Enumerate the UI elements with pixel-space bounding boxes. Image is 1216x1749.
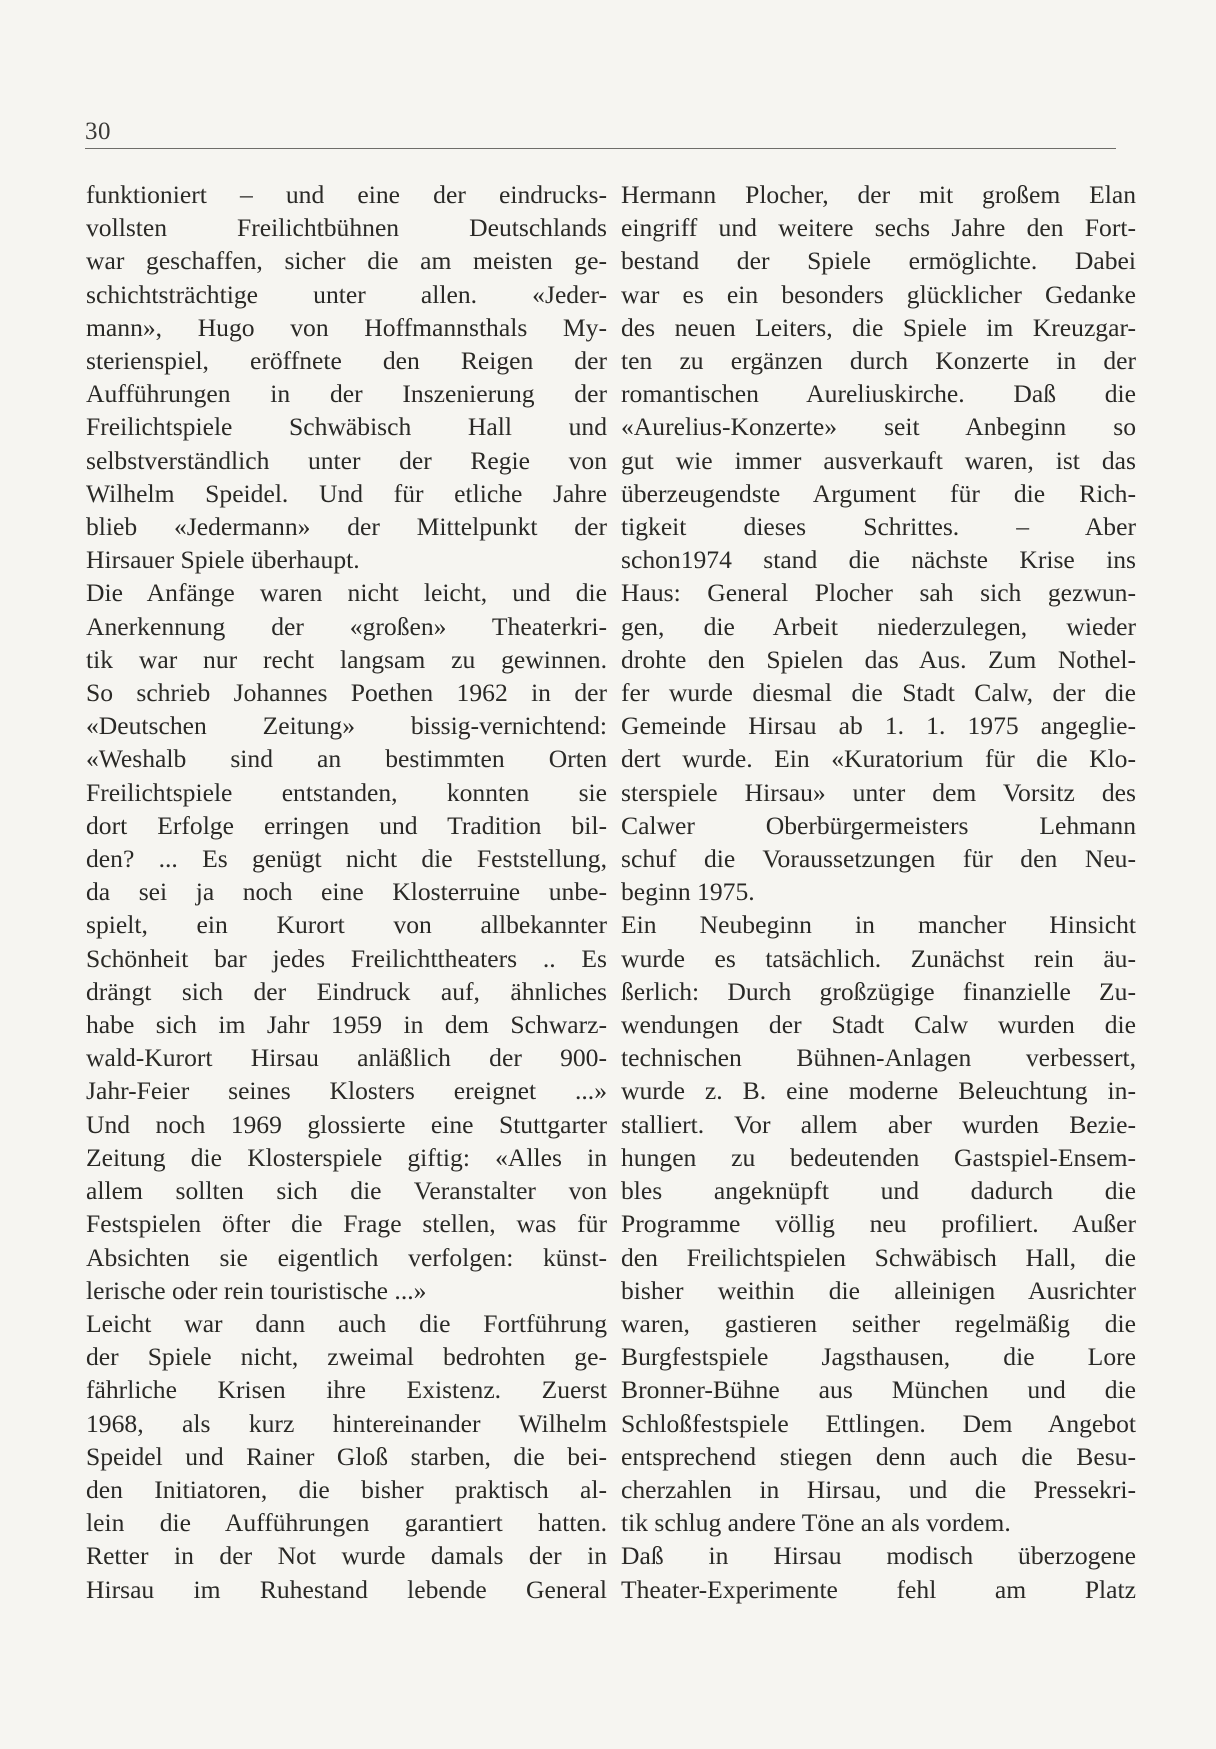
text-line: Leicht war dann auch die Fortführung	[86, 1308, 607, 1338]
text-line: Daß in Hirsau modisch überzogene	[621, 1541, 1136, 1571]
text-line: Wilhelm Speidel. Und für etliche Jahre	[86, 478, 607, 508]
text-line: Retter in der Not wurde damals der in	[86, 1541, 607, 1571]
text-line: fährliche Krisen ihre Existenz. Zuerst	[86, 1375, 607, 1405]
text-line: Theater-Experimente fehl am Platz	[621, 1574, 1136, 1604]
text-line: fer wurde diesmal die Stadt Calw, der die	[621, 678, 1136, 708]
text-line: beginn 1975.	[621, 877, 755, 907]
text-line: Hirsau im Ruhestand lebende General	[86, 1574, 607, 1604]
text-line: 1968, als kurz hintereinander Wilhelm	[86, 1408, 607, 1438]
text-line: den Freilichtspielen Schwäbisch Hall, die	[621, 1242, 1136, 1272]
text-line: bestand der Spiele ermöglichte. Dabei	[621, 246, 1136, 276]
text-line: waren, gastieren seither regelmäßig die	[621, 1308, 1136, 1338]
text-line: habe sich im Jahr 1959 in dem Schwarz-	[86, 1010, 607, 1040]
text-line: lerische oder rein touristische ...»	[86, 1275, 427, 1305]
text-line: Bronner-Bühne aus München und die	[621, 1375, 1136, 1405]
text-line: Hermann Plocher, der mit großem Elan	[621, 180, 1136, 209]
text-line: blieb «Jedermann» der Mittelpunkt der	[86, 512, 607, 542]
text-line: Aufführungen in der Inszenierung der	[86, 379, 607, 409]
text-line: wurde z. B. eine moderne Beleuchtung in-	[621, 1076, 1136, 1106]
text-line: der Spiele nicht, zweimal bedrohten ge-	[86, 1342, 607, 1372]
text-line: schuf die Voraussetzungen für den Neu-	[621, 844, 1136, 874]
text-line: Festspielen öfter die Frage stellen, was für	[86, 1209, 607, 1239]
text-line: Anerkennung der «großen» Theaterkri-	[86, 611, 607, 641]
text-line: drängt sich der Eindruck auf, ähnliches	[86, 976, 607, 1006]
text-line: selbstverständlich unter der Regie von	[86, 445, 607, 475]
text-line: war es ein besonders glücklicher Gedanke	[621, 279, 1136, 309]
text-line: gut wie immer ausverkauft waren, ist das	[621, 445, 1136, 475]
text-line: funktioniert – und eine der eindrucks-	[86, 180, 607, 209]
text-line: Schönheit bar jedes Freilichttheaters .. Es	[86, 943, 607, 973]
text-line: allem sollten sich die Veranstalter von	[86, 1176, 607, 1206]
text-line: dert wurde. Ein «Kuratorium für die Klo-	[621, 744, 1136, 774]
right-text-column	[621, 178, 1136, 1606]
text-line: So schrieb Johannes Poethen 1962 in der	[86, 678, 607, 708]
text-line: den? ... Es genügt nicht die Feststellung,	[86, 844, 607, 874]
text-line: gen, die Arbeit niederzulegen, wieder	[621, 611, 1136, 641]
text-line: wendungen der Stadt Calw wurden die	[621, 1010, 1136, 1040]
text-line: vollsten Freilichtbühnen Deutschlands	[86, 213, 607, 243]
text-line: «Weshalb sind an bestimmten Orten	[86, 744, 607, 774]
text-line: Jahr-Feier seines Klosters ereignet ...»	[86, 1076, 607, 1106]
text-line: Gemeinde Hirsau ab 1. 1. 1975 angeglie-	[621, 711, 1136, 741]
text-line: Schloßfestspiele Ettlingen. Dem Angebot	[621, 1408, 1136, 1438]
text-line: wald-Kurort Hirsau anläßlich der 900-	[86, 1043, 607, 1073]
text-line: sterienspiel, eröffnete den Reigen der	[86, 346, 607, 376]
text-line: Haus: General Plocher sah sich gezwun-	[621, 578, 1136, 608]
text-line: da sei ja noch eine Klosterruine unbe-	[86, 877, 607, 907]
text-line: bisher weithin die alleinigen Ausrichter	[621, 1275, 1136, 1305]
text-line: Freilichtspiele entstanden, konnten sie	[86, 777, 607, 807]
text-line: sterspiele Hirsau» unter dem Vorsitz des	[621, 777, 1136, 807]
text-line: schon1974 stand die nächste Krise ins	[621, 545, 1136, 575]
text-line: dort Erfolge erringen und Tradition bil-	[86, 810, 607, 840]
text-line: Hirsauer Spiele überhaupt.	[86, 545, 360, 575]
text-line: stalliert. Vor allem aber wurden Bezie-	[621, 1109, 1136, 1139]
text-line: romantischen Aureliuskirche. Daß die	[621, 379, 1136, 409]
text-line: technischen Bühnen-Anlagen verbessert,	[621, 1043, 1136, 1073]
text-line: bles angeknüpft und dadurch die	[621, 1176, 1136, 1206]
text-line: des neuen Leiters, die Spiele im Kreuzgar-	[621, 312, 1136, 342]
text-line: Calwer Oberbürgermeisters Lehmann	[621, 810, 1136, 840]
text-line: Programme völlig neu profiliert. Außer	[621, 1209, 1136, 1239]
text-line: cherzahlen in Hirsau, und die Pressekri-	[621, 1474, 1136, 1504]
left-text-column	[86, 178, 607, 1606]
text-line: Die Anfänge waren nicht leicht, und die	[86, 578, 607, 608]
text-line: tik war nur recht langsam zu gewinnen.	[86, 644, 607, 674]
text-line: spielt, ein Kurort von allbekannter	[86, 910, 607, 940]
text-line: schichtsträchtige unter allen. «Jeder-	[86, 279, 607, 309]
text-line: Burgfestspiele Jagsthausen, die Lore	[621, 1342, 1136, 1372]
text-line: drohte den Spielen das Aus. Zum Nothel-	[621, 644, 1136, 674]
text-line: eingriff und weitere sechs Jahre den Fort-	[621, 213, 1136, 243]
text-line: Ein Neubeginn in mancher Hinsicht	[621, 910, 1136, 940]
page-number: 30	[85, 118, 111, 145]
text-line: tik schlug andere Töne an als vordem.	[621, 1508, 1011, 1538]
text-line: Zeitung die Klosterspiele giftig: «Alles in	[86, 1142, 607, 1172]
text-line: Und noch 1969 glossierte eine Stuttgarter	[86, 1109, 607, 1139]
text-line: den Initiatoren, die bisher praktisch al-	[86, 1474, 607, 1504]
text-line: überzeugendste Argument für die Rich-	[621, 478, 1136, 508]
text-line: lein die Aufführungen garantiert hatten.	[86, 1508, 607, 1538]
text-line: ten zu ergänzen durch Konzerte in der	[621, 346, 1136, 376]
text-line: Freilichtspiele Schwäbisch Hall und	[86, 412, 607, 442]
text-line: wurde es tatsächlich. Zunächst rein äu-	[621, 943, 1136, 973]
text-line: hungen zu bedeutenden Gastspiel-Ensem-	[621, 1142, 1136, 1172]
text-line: «Deutschen Zeitung» bissig-vernichtend:	[86, 711, 607, 741]
text-line: war geschaffen, sicher die am meisten ge-	[86, 246, 607, 276]
text-line: tigkeit dieses Schrittes. – Aber	[621, 512, 1136, 542]
text-line: Speidel und Rainer Gloß starben, die bei-	[86, 1441, 607, 1471]
text-line: «Aurelius-Konzerte» seit Anbeginn so	[621, 412, 1136, 442]
text-line: ßerlich: Durch großzügige finanzielle Zu-	[621, 976, 1136, 1006]
text-line: entsprechend stiegen denn auch die Besu-	[621, 1441, 1136, 1471]
text-line: mann», Hugo von Hoffmannsthals My-	[86, 312, 607, 342]
header-rule	[85, 148, 1116, 149]
text-line: Absichten sie eigentlich verfolgen: künst-	[86, 1242, 607, 1272]
